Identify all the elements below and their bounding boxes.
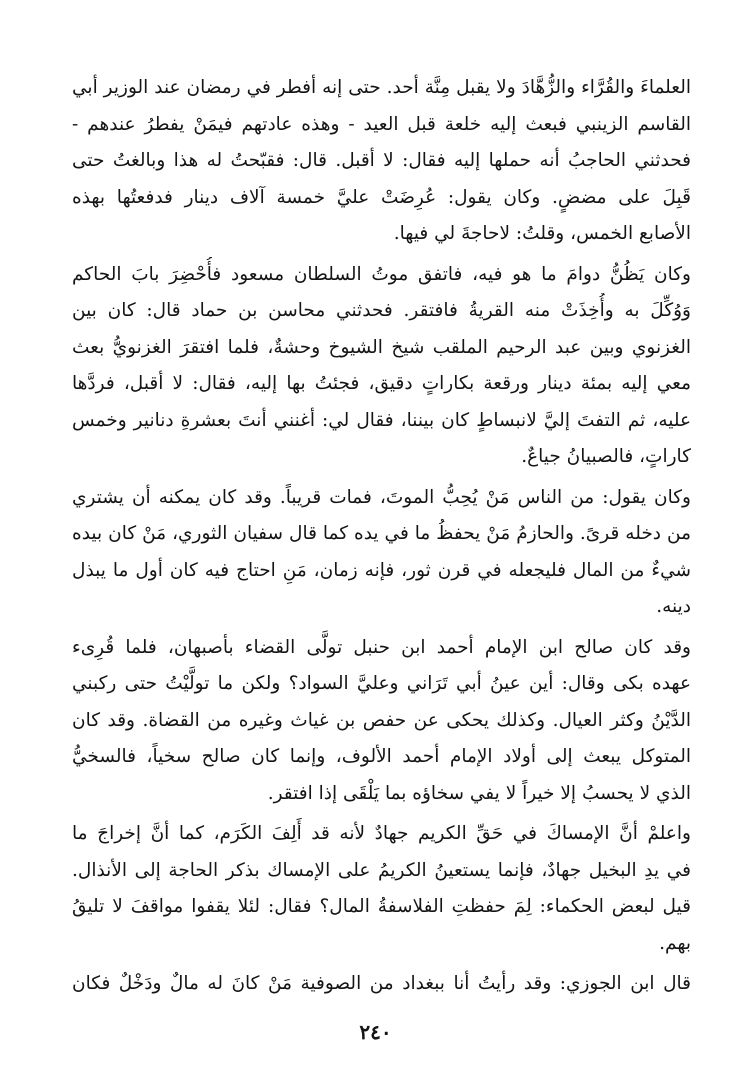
text-line: عهده بكى وقال: أين عينُ أبي تَرَاني وعليَّ السواد؟ ولكن ما تولَّيْتُ حتى ركبني: [72, 673, 691, 694]
paragraph-3: [72, 480, 691, 626]
text-line: وكان يَظُنُّ دوامَ ما هو فيه، فاتفق موتُ السلطان مسعود فأُحْضِرَ بابَ الحاكم: [72, 263, 691, 285]
text-line: وَوُكِّلَ به وأُخِذَتْ منه القريةُ فافتقر. فحدثني محاسن بن حماد قال: كان بين: [72, 300, 691, 321]
text-line: العلماءَ والقُرَّاء والزُّهَّادَ ولا يقبل مِنَّة أحد. حتى إنه أفطر في رمضان عند الوزير أبي: [72, 77, 691, 98]
text-line: من دخله قرىً. والحازمُ مَنْ يحفظُ ما في يده كما قال سفيان الثوري، مَنْ كان بيده: [72, 523, 691, 544]
text-line: شيءٌ من المال فليجعله في قرن ثور، فإنه زمان، مَنِ احتاج فيه كان أول ما يبذل: [72, 559, 691, 581]
paragraph-5: [72, 816, 691, 962]
paragraph-4: [72, 630, 691, 813]
page-text: [72, 70, 691, 1007]
text-line: الغزنوي وبين عبد الرحيم الملقب شيخ الشيوخ وحشةٌ، فلما افتقرَ الغزنويُّ بعث: [72, 336, 691, 358]
paragraph-2: [72, 257, 691, 476]
text-line: بهم.: [659, 932, 691, 954]
text-line: كاراتٍ، فالصبيانُ جياعٌ.: [521, 446, 691, 467]
text-line: فحدثني الحاجبُ أنه حملها إليه فقال: لا أقبل. قال: فقبّحتُ له هذا وبالغتُ حتى: [72, 150, 691, 171]
paragraph-6: [72, 966, 691, 1003]
text-line: في يدِ البخيل جهادٌ، فإنما يستعينُ الكريمُ على الإمساك بذكر الحاجة إلى الأنذال.: [72, 859, 691, 881]
text-line: قال ابن الجوزي: وقد رأيتُ أنا ببغداد من الصوفية مَنْ كانَ له مالٌ ودَخْلٌ فكان: [72, 973, 691, 994]
text-line: دينه.: [656, 596, 691, 617]
text-line: المتوكل يبعث إلى أولاد الإمام أحمد الألوف، وإنما كان صالح سخياً، فالسخيُّ: [72, 746, 691, 767]
paragraph-1: [72, 70, 691, 253]
text-line: الذي لا يحسبُ إلا خيراً لا يفي سخاؤه بما يَلْقَى إذا افتقر.: [267, 782, 691, 804]
text-line: القاسم الزينبي فبعث إليه خلعة قبل العيد - وهذه عادتهم فيمَنْ يفطرُ عندهم -: [72, 113, 691, 135]
text-line: الأصابع الخمس، وقلتُ: لاحاجةَ لي فيها.: [393, 223, 691, 244]
text-line: قَبِلَ على مضضٍ. وكان يقول: عُرِضَتْ عليَّ خمسة آلاف دينار فدفعتُها بهذه: [72, 186, 691, 208]
text-line: قيل لبعض الحكماء: لِمَ حفظتِ الفلاسفةُ المال؟ فقال: لئلا يقفوا مواقفَ لا تليقُ: [72, 896, 691, 917]
text-line: وكان يقول: من الناس مَنْ يُحِبُّ الموتَ، فمات قريباً. وقد كان يمكنه أن يشتري: [72, 486, 691, 508]
text-line: واعلمْ أنَّ الإمساكَ في حَقِّ الكريم جهادٌ لأنه قد أَلِفَ الكَرَم، كما أنَّ إخراجَ ما: [72, 823, 691, 844]
text-line: وقد كان صالح ابن الإمام أحمد ابن حنبل تولَّى القضاء بأصبهان، فلما قُرِىء: [72, 636, 691, 658]
text-line: معي إليه بمئة دينار ورقعة بكاراتٍ دقيق، فجئتُ بها إليه، فقال: لا أقبل، فردَّها: [72, 373, 691, 394]
text-line: الدَّيْنُ وكثر العيال. وكذلك يحكى عن حفص بن غياث وغيره من القضاة. وقد كان: [72, 709, 691, 731]
text-line: عليه، ثم التفتَ إليَّ لانبساطٍ كان بيننا، فقال لي: أغنني أنتَ بعشرةِ دنانير وخمس: [72, 409, 691, 431]
page-number: ٢٤٠: [359, 1020, 392, 1044]
